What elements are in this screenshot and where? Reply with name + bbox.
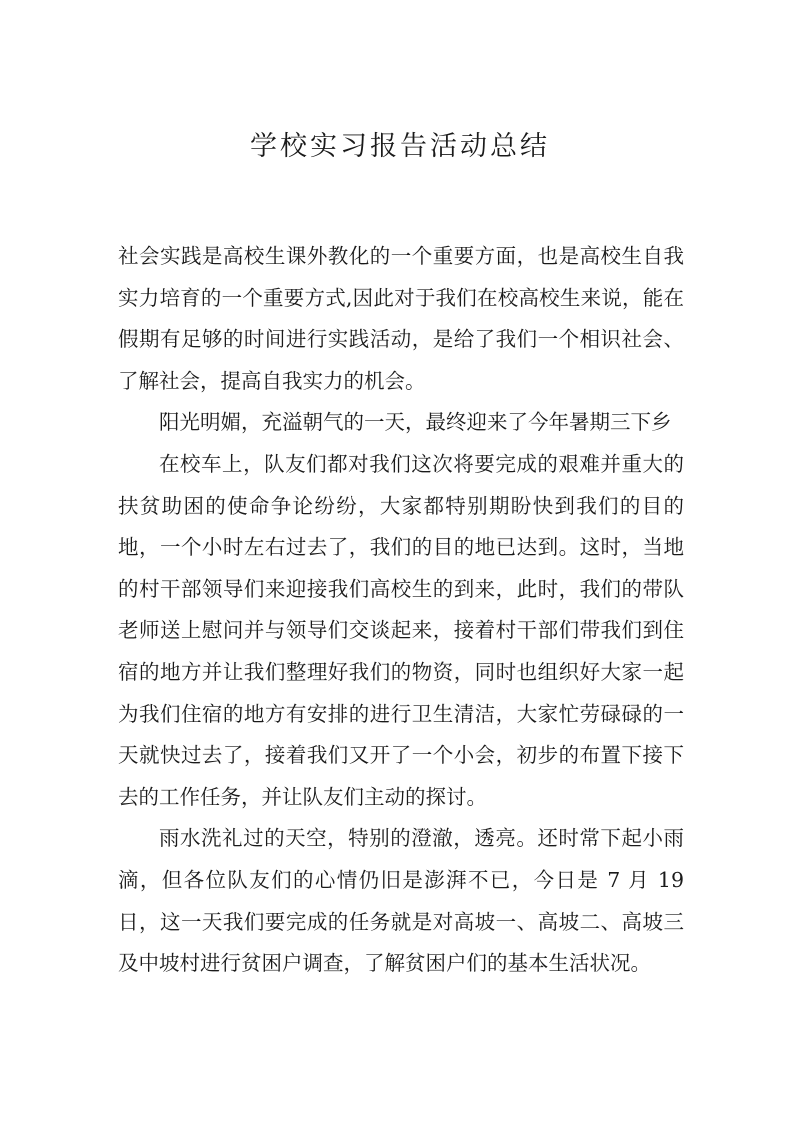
paragraph-intro: 社会实践是高校生课外教化的一个重要方面，也是高校生自我实力培育的一个重要方式,因此对于我们在校高校生来说，能在假期有足够的时间进行实践活动，是给了我们一个相识社会、了解社会，提高自我实力的机会。: [118, 244, 684, 393]
paragraph-school-bus: 在校车上，队友们都对我们这次将要完成的艰难并重大的扶贫助困的使命争论纷纷，大家都特别期盼快到我们的目的地，一个小时左右过去了，我们的目的地已达到。这时，当地的村干部领导们来迎接我们高校生的到来，此时，我们的带队老师送上慰问并与领导们交谈起来，接着村干部们带我们到住宿的地方并让我们整理好我们的物资，同时也组织好大家一起为我们住宿的地方有安排的进行卫生清洁，大家忙劳碌碌的一天就快过去了，接着我们又开了一个小会，初步的布置下接下去的工作任务，并让队友们主动的探讨。: [118, 451, 684, 809]
paragraph-sunny-day: 阳光明媚，充溢朝气的一天，最终迎来了今年暑期三下乡: [159, 410, 672, 435]
paragraph-rainy-sky: 雨水洗礼过的天空，特别的澄澈，透亮。还时常下起小雨滴，但各位队友们的心情仍旧是澎湃不已，今日是 7 月 19 日，这一天我们要完成的任务就是对高坡一、高坡二、高坡三及中坡村进行贫困户调查，了解贫困户们的基本生活状况。: [118, 826, 684, 976]
document-title: 学校实习报告活动总结: [250, 131, 550, 162]
document-body: [118, 236, 684, 985]
